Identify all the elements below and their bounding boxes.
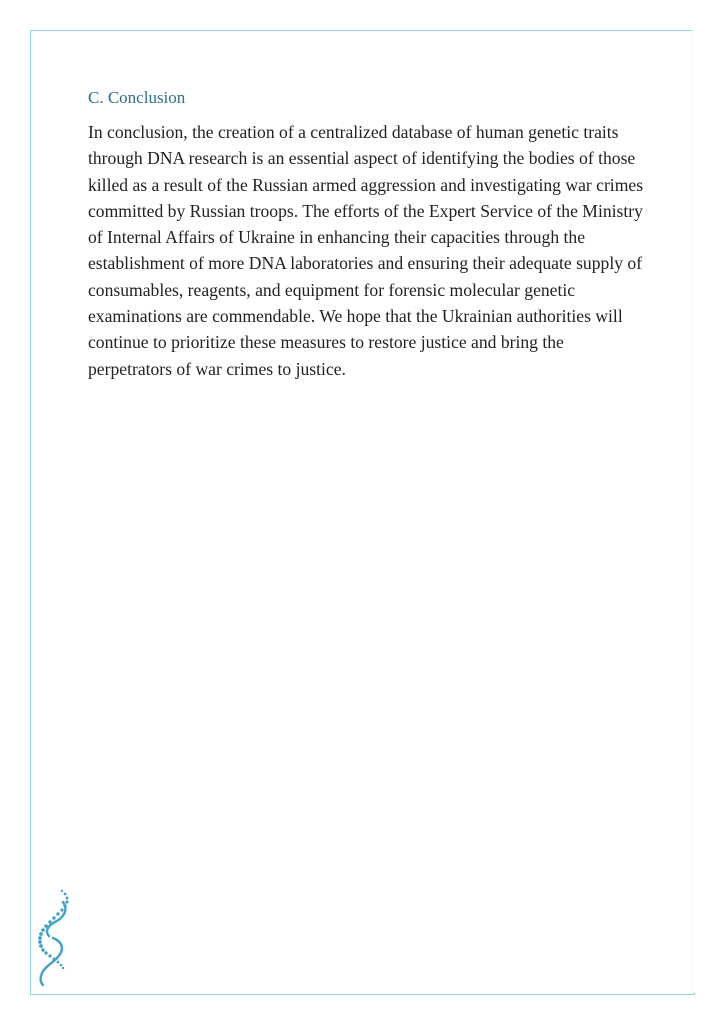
conclusion-paragraph: In conclusion, the creation of a centralized database of human genetic traits through DNA research is an essential aspect of identifying the bodies of those killed as a result of the Russian armed aggression and investigating war crimes committed by Russian troops. The efforts of the Expert Service of the Ministry of Internal Affairs of Ukraine in enhancing their capacities through the establishment of more DNA laboratories and ensuring their adequate supply of consumables, reagents, and equipment for forensic molecular genetic examinations are commendable. We hope that the Ukrainian authorities will continue to prioritize these measures to restore justice and bring the perpetrators of war crimes to justice. xyxy=(88,122,644,379)
section-heading: C. Conclusion xyxy=(88,88,186,107)
dna-helix-icon xyxy=(33,888,75,990)
frame-corner-mark xyxy=(693,993,695,995)
